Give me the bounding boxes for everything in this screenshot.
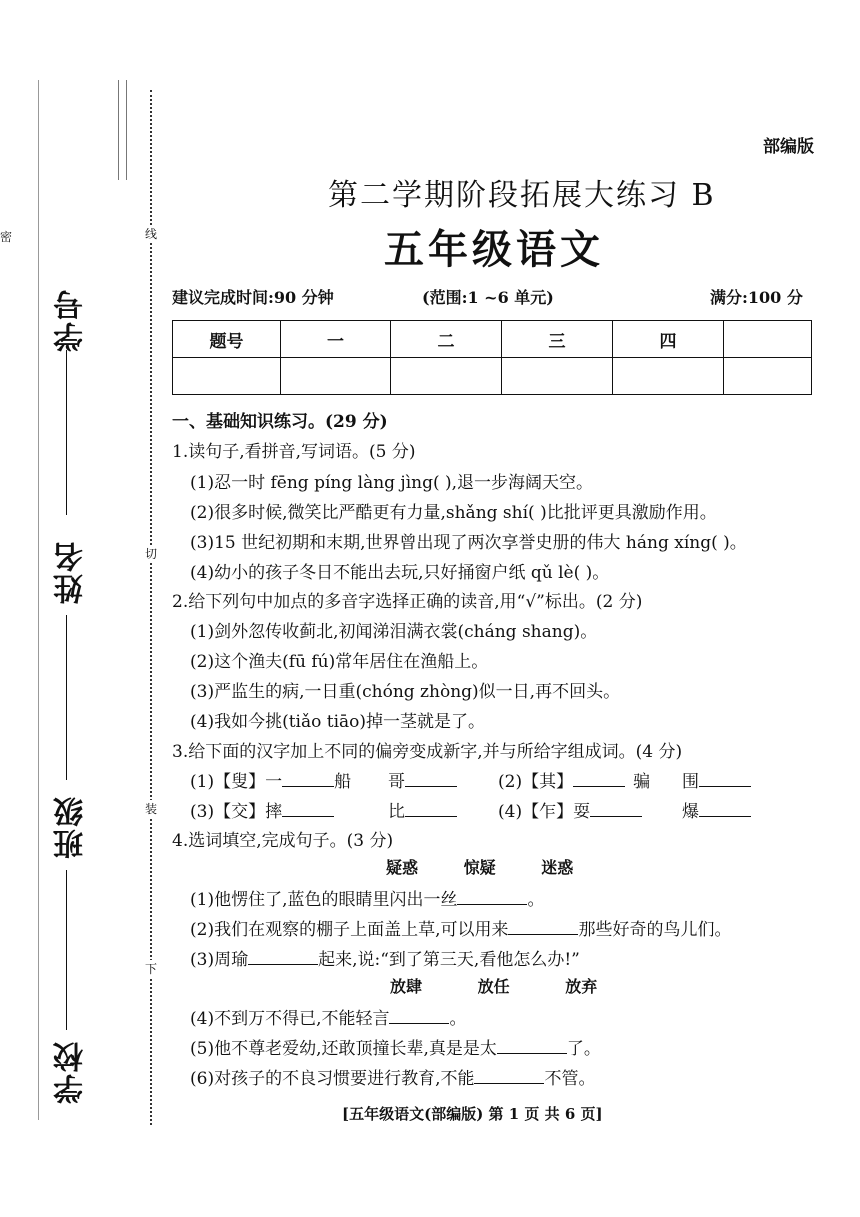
time-limit: 建议完成时间:90 分钟 — [172, 288, 334, 307]
score-header-cell: 题号 — [173, 321, 281, 358]
mark-line: 线 — [145, 227, 158, 241]
q4-blank[interactable] — [248, 964, 318, 965]
q3-word: 船 — [334, 772, 352, 792]
scope: (范围:1 ~6 单元) — [422, 288, 554, 307]
q1-item-3: (3)15 世纪初期和末期,世界曾出现了两次享誉史册的伟大 háng xíng( )。 — [190, 533, 747, 553]
q4-word-option: 放弃 — [565, 977, 598, 996]
q3-char-zha: (4)【乍】 — [498, 802, 574, 822]
q3-row2-end — [682, 797, 751, 822]
q3-row2-right — [498, 797, 642, 822]
q4-s3-text: (3)周瑜 — [190, 950, 249, 970]
number-fill-line — [66, 350, 67, 515]
q3-word: 比 — [388, 802, 405, 822]
q4-word-option: 惊疑 — [463, 858, 496, 877]
q1-item-1: (1)忍一时 fēng píng làng jìng( ),退一步海阔天空。 — [190, 473, 594, 493]
q3-word: 爆 — [682, 802, 699, 822]
q3-row2-left — [190, 797, 334, 822]
q4-s4-text: (4)不到万不得已,不能轻言 — [190, 1009, 390, 1029]
q3-title: 3.给下面的汉字加上不同的偏旁变成新字,并与所给字组成词。(4 分) — [172, 742, 683, 762]
q4-s5-text: (5)他不尊老爱幼,还敢顶撞长辈,真是是太 — [190, 1039, 497, 1059]
score-table — [172, 320, 812, 395]
q4-word-option: 放任 — [477, 977, 510, 996]
q4-s1-text: (1)他愣住了,蓝色的眼睛里闪出一丝 — [190, 890, 458, 910]
mark-top: 密 — [0, 230, 13, 244]
score-cell[interactable] — [173, 358, 281, 395]
q3-row1-mid — [388, 767, 457, 792]
score-header-cell: 一 — [281, 321, 391, 358]
q4-sentence-2 — [190, 915, 731, 940]
q4-sentence-5 — [190, 1034, 601, 1059]
binding-edge-line — [38, 80, 39, 1120]
q4-s1-end: 。 — [527, 890, 545, 910]
q4-s2-end: 那些好奇的鸟儿们。 — [578, 920, 732, 940]
q3-dash: 一 — [265, 772, 283, 792]
q4-blank[interactable] — [474, 1083, 544, 1084]
score-table-score-row — [173, 358, 812, 395]
q3-char-jiao: (3)【交】 — [190, 802, 266, 822]
score-header-cell: 四 — [613, 321, 724, 358]
q4-title: 4.选词填空,完成句子。(3 分) — [172, 831, 394, 851]
q4-blank[interactable] — [508, 934, 578, 935]
q3-blank[interactable] — [282, 786, 334, 787]
school-label: 学校 — [54, 1040, 89, 1104]
score-header-cell — [724, 321, 812, 358]
class-fill-line — [66, 870, 67, 1030]
edition-label: 部编版 — [763, 137, 814, 157]
q3-word: 哥 — [388, 772, 405, 792]
q4-sentence-1 — [190, 885, 544, 910]
section1-title: 一、基础知识练习。(29 分) — [172, 412, 388, 432]
q1-item-2: (2)很多时候,微笑比严酷更有力量,shǎng shí( )比批评更具激励作用。 — [190, 503, 717, 523]
q3-blank[interactable] — [405, 816, 457, 817]
q3-row1-left — [190, 767, 351, 792]
q3-row1-end — [682, 767, 751, 792]
q4-wordbank-2 — [390, 974, 597, 997]
q3-row1-right — [498, 767, 650, 792]
q3-word: 围 — [682, 772, 699, 792]
q4-blank[interactable] — [457, 904, 527, 905]
mark-down: 下 — [145, 962, 158, 976]
q3-blank[interactable] — [699, 816, 751, 817]
q3-word: 耍 — [573, 802, 591, 822]
q4-word-option: 放肆 — [390, 977, 423, 996]
page-subject: 五年级语文 — [384, 227, 604, 273]
q4-blank[interactable] — [389, 1023, 449, 1024]
q3-row2-mid — [388, 797, 457, 822]
binding-line-a — [118, 80, 119, 180]
q2-item-4: (4)我如今挑(tiǎo tiāo)掉一茎就是了。 — [190, 712, 486, 732]
q3-blank[interactable] — [590, 816, 642, 817]
score-cell[interactable] — [281, 358, 391, 395]
q4-s3-end: 起来,说:“到了第三天,看他怎么办!” — [318, 950, 580, 970]
q3-blank[interactable] — [405, 786, 457, 787]
name-fill-line — [66, 615, 67, 780]
q3-blank[interactable] — [282, 816, 334, 817]
q3-char-sou: (1)【叟】 — [190, 772, 266, 792]
q4-wordbank-1 — [386, 855, 573, 878]
q4-s6-text: (6)对孩子的不良习惯要进行教育,不能 — [190, 1069, 475, 1089]
q4-s4-end: 。 — [449, 1009, 467, 1029]
q4-blank[interactable] — [497, 1053, 567, 1054]
q2-item-2: (2)这个渔夫(fū fú)常年居住在渔船上。 — [190, 652, 489, 672]
q4-word-option: 疑惑 — [386, 858, 419, 877]
score-cell[interactable] — [613, 358, 724, 395]
q4-word-option: 迷惑 — [541, 858, 574, 877]
q3-word: 摔 — [265, 802, 283, 822]
class-label: 班级 — [54, 795, 89, 859]
q4-s5-end: 了。 — [566, 1039, 601, 1059]
mark-cut: 切 — [145, 547, 158, 561]
q3-word: 骗 — [633, 772, 651, 792]
name-label: 姓名 — [54, 540, 89, 604]
q2-title: 2.给下列句中加点的多音字选择正确的读音,用“√”标出。(2 分) — [172, 592, 643, 612]
q4-sentence-6 — [190, 1064, 595, 1089]
q2-item-3: (3)严监生的病,一日重(chóng zhòng)似一日,再不回头。 — [190, 682, 621, 702]
score-table-header-row — [173, 321, 812, 358]
q4-sentence-4 — [190, 1004, 466, 1029]
mark-bind: 装 — [145, 802, 158, 816]
q4-s2-text: (2)我们在观察的棚子上面盖上草,可以用来 — [190, 920, 509, 940]
score-header-cell: 三 — [502, 321, 613, 358]
q3-char-qi: (2)【其】 — [498, 772, 574, 792]
binding-line-b — [126, 80, 127, 180]
page-footer: [五年级语文(部编版) 第 1 页 共 6 页] — [342, 1105, 603, 1123]
page-title: 第二学期阶段拓展大练习 B — [328, 178, 716, 213]
score-cell[interactable] — [502, 358, 613, 395]
q4-sentence-3 — [190, 945, 580, 970]
number-label: 学号 — [54, 288, 89, 352]
full-score: 满分:100 分 — [710, 288, 803, 307]
score-header-cell: 二 — [391, 321, 502, 358]
score-cell[interactable] — [724, 358, 812, 395]
q2-item-1: (1)剑外忽传收蓟北,初闻涕泪满衣裳(cháng shang)。 — [190, 622, 598, 642]
score-cell[interactable] — [391, 358, 502, 395]
q4-s6-end: 不管。 — [544, 1069, 596, 1089]
q3-blank[interactable] — [573, 786, 625, 787]
q3-blank[interactable] — [699, 786, 751, 787]
q1-item-4: (4)幼小的孩子冬日不能出去玩,只好捅窗户纸 qǔ lè( )。 — [190, 563, 610, 583]
q1-title: 1.读句子,看拼音,写词语。(5 分) — [172, 442, 416, 462]
